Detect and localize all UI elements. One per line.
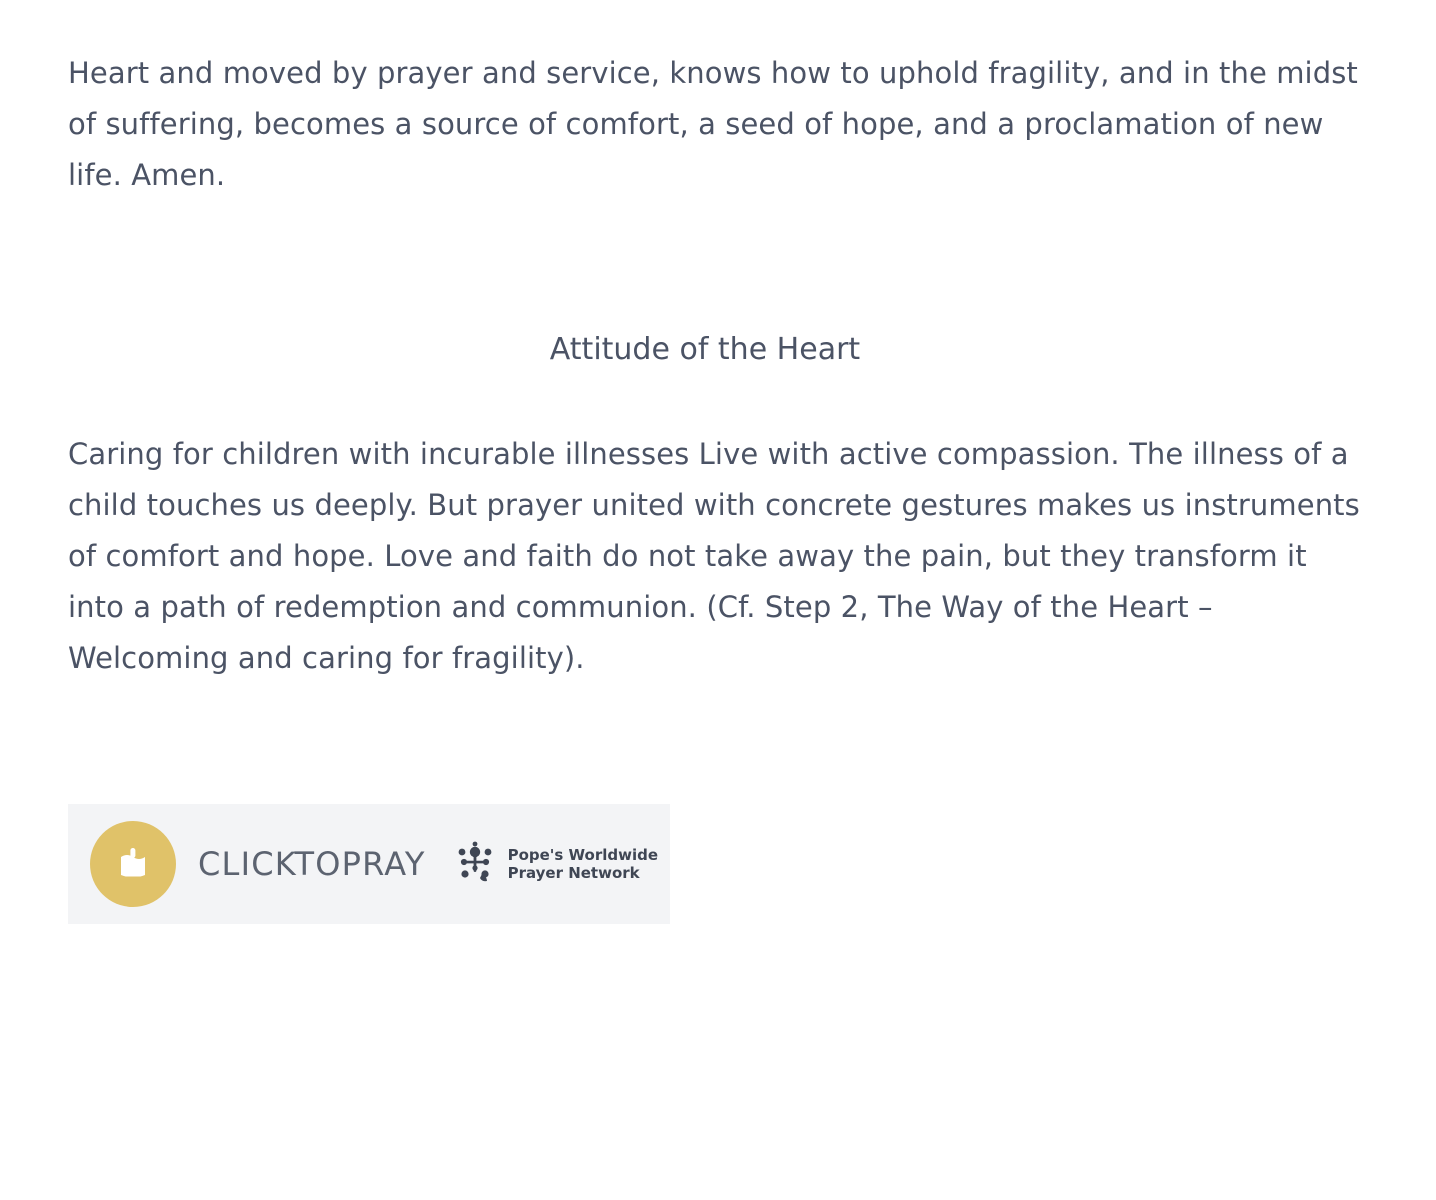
spacer — [68, 371, 1366, 429]
pwpn-lockup — [452, 838, 658, 890]
pwpn-name — [508, 846, 658, 884]
clicktopray-wordmark: CLICKTOPRAY — [198, 845, 426, 884]
footer-brand-bar — [68, 804, 670, 924]
spacer — [68, 684, 1366, 804]
section-body-paragraph: Caring for children with incurable illnesses Live with active compassion. The illness of a child touches us deeply. But prayer united with concrete gestures makes us instruments of comfort and hope. Love and faith do not take away the pain, but they transform it into a path of redemption and communion. (Cf. Step 2, The Way of the Heart – Welcoming and caring for fragility). — [68, 437, 1360, 676]
clicktopray-logo-icon — [90, 821, 176, 907]
section-heading: Attitude of the Heart — [549, 332, 861, 368]
pwpn-cross-icon — [452, 838, 498, 890]
pwpn-name-line-1: Pope's Worldwide — [507, 845, 659, 864]
spacer — [68, 201, 1366, 329]
pwpn-name-line-2: Prayer Network — [507, 864, 640, 883]
paragraph-continued: Heart and moved by prayer and service, knows how to uphold fragility, and in the midst of suffering, becomes a source of comfort, a seed of hope, and a proclamation of new life. Amen. — [68, 56, 1358, 193]
